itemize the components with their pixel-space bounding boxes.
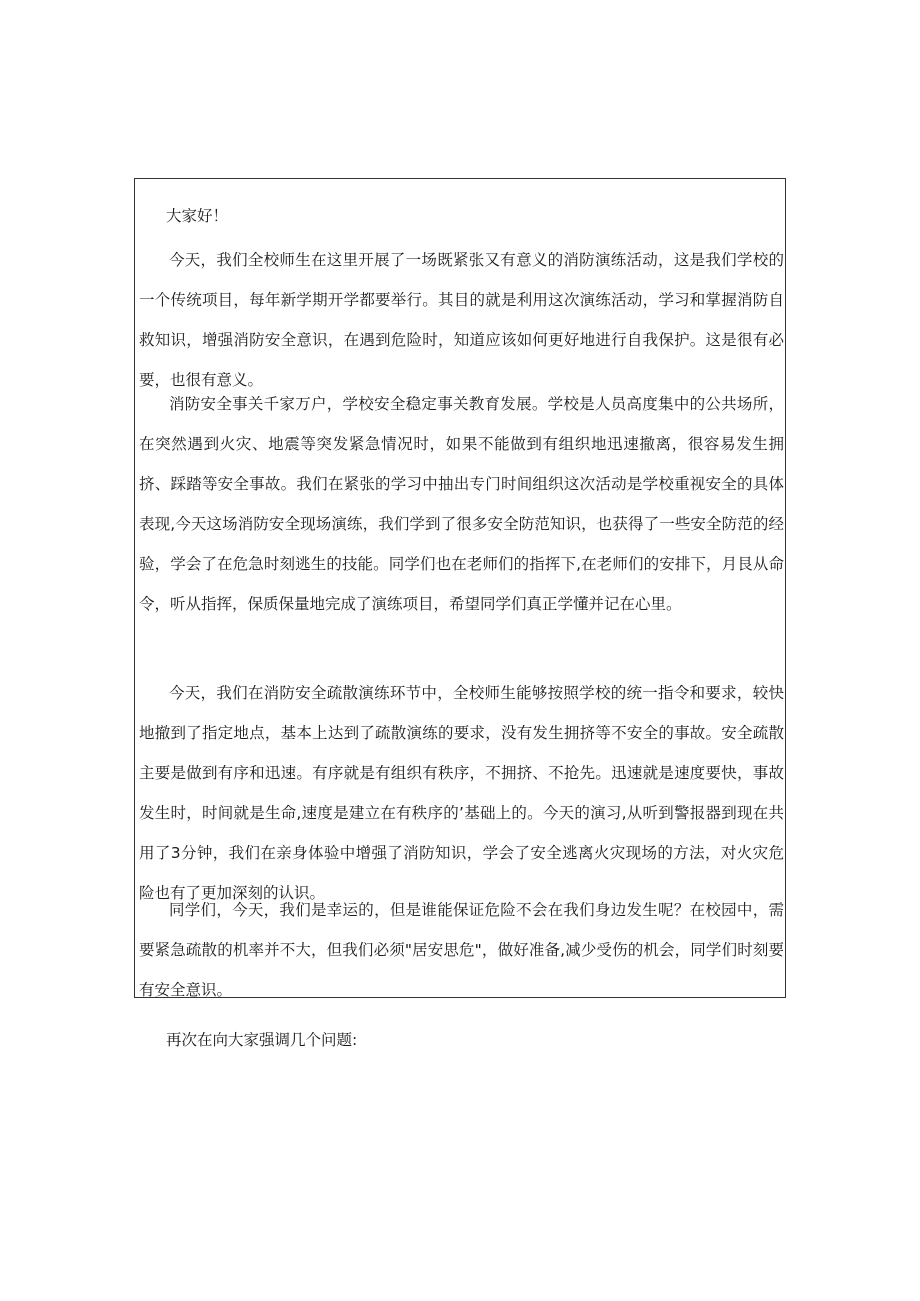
greeting: 大家好！ [166,207,229,225]
speech-text-box [134,178,786,998]
paragraph-safety-awareness: 同学们，今天，我们是幸运的，但是谁能保证危险不会在我们身边发生呢？在校园中，需要紧急疏散的机率并不大，但我们必须"居安思危"，做好准备,减少受伤的机会，同学们时刻要有安全意识。 [139,901,784,999]
paragraph-intro: 今天，我们全校师生在这里开展了一场既紧张又有意义的消防演练活动，这是我们学校的一个传统项目，每年新学期开学都要举行。其目的就是利用这次演练活动，学习和掌握消防自救知识，增强消防安全意识，在遇到危险时，知道应该如何更好地进行自我保护。这是很有必要，也很有意义。 [139,251,784,389]
closing-line: 再次在向大家强调几个问题: [166,1031,358,1049]
paragraph-safety-importance: 消防安全事关千家万户，学校安全稳定事关教育发展。学校是人员高度集中的公共场所，在突然遇到火灾、地震等突发紧急情况时，如果不能做到有组织地迅速撤离，很容易发生拥挤、踩踏等安全事故。我们在紧张的学习中抽出专门时间组织这次活动是学校重视安全的具体表现,今天这场消防安全现场演练，我们学到了很多安全防范知识，也获得了一些安全防范的经验，学会了在危急时刻逃生的技能。同学们也在老师们的指挥下,在老师们的安排下，月艮从命令，听从指挥，保质保量地完成了演练项目，希望同学们真正学懂并记在心里。 [139,395,784,613]
paragraph-evacuation-review: 今天，我们在消防安全疏散演练环节中，全校师生能够按照学校的统一指令和要求，较快地撤到了指定地点，基本上达到了疏散演练的要求，没有发生拥挤等不安全的事故。安全疏散主要是做到有序和迅速。有序就是有组织有秩序，不拥挤、不抢先。迅速就是速度要快，事故发生时，时间就是生命,速度是建立在有秩序的’基础上的。今天的演习,从听到警报器到现在共用了3分钟，我们在亲身体验中增强了消防知识，学会了安全逃离火灾现场的方法，对火灾危险也有了更加深刻的认识。 [139,684,784,902]
